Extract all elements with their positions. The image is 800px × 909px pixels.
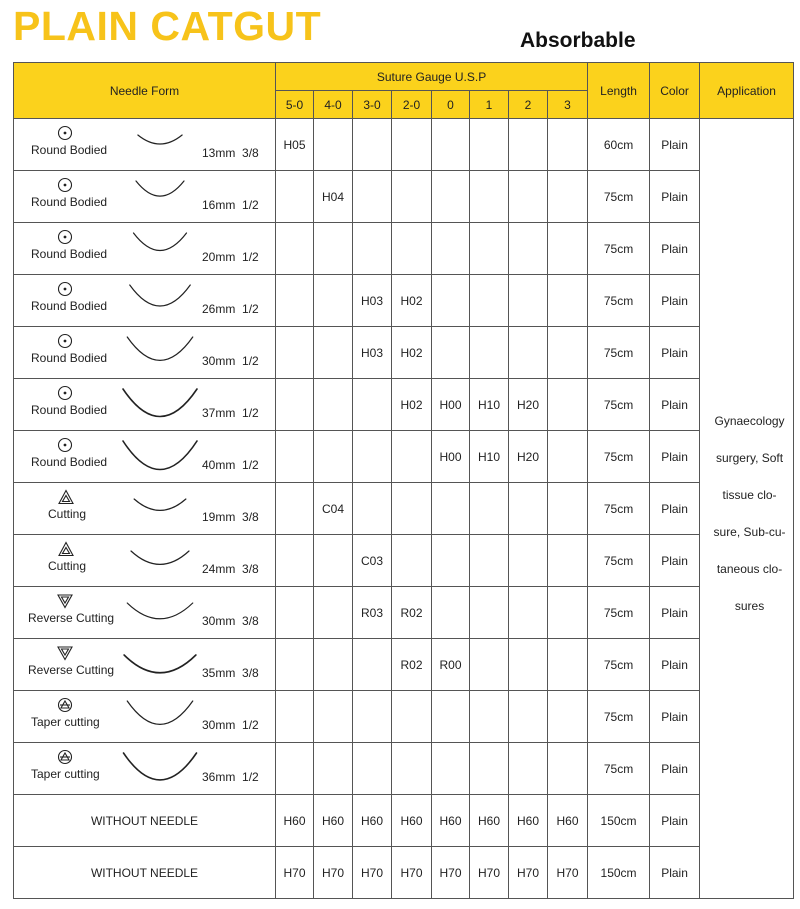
application-text [700,393,793,625]
gauge-code-cell [314,119,353,171]
gauge-code-cell [314,587,353,639]
table-row [14,743,794,795]
needle-form-cell [14,171,276,223]
needle-form-cell [14,587,276,639]
gauge-code-cell [548,639,588,691]
needle-curve-icon [122,595,198,629]
gauge-code-cell [353,119,392,171]
gauge-code-cell [276,327,314,379]
gauge-code-cell: H70 [392,847,432,899]
color-cell: Plain [650,431,700,483]
needle-curve-icon [122,647,198,681]
gauge-code-cell [548,327,588,379]
needle-type-label: Reverse Cutting [28,663,115,677]
table-row [14,639,794,691]
taper-cutting-icon [57,749,73,765]
round-bodied-icon [57,229,73,245]
gauge-code-cell [276,691,314,743]
needle-size: 36mm [202,770,236,784]
gauge-code-cell [470,483,509,535]
gauge-code-cell [353,379,392,431]
table-row [14,275,794,327]
gauge-code-cell [470,119,509,171]
needle-curvature: 1/2 [242,302,259,316]
gauge-code-cell: H02 [392,327,432,379]
table-row [14,691,794,743]
color-cell: Plain [650,275,700,327]
needle-curvature: 1/2 [242,718,259,732]
needle-size: 30mm [202,614,236,628]
gauge-code-cell [432,223,470,275]
gauge-code-cell [548,483,588,535]
table-row [14,223,794,275]
gauge-code-cell [314,535,353,587]
gauge-code-cell [509,119,548,171]
gauge-code-cell [470,171,509,223]
gauge-code-cell: H00 [432,379,470,431]
gauge-code-cell [392,743,432,795]
gauge-code-cell: R02 [392,587,432,639]
gauge-code-cell [548,535,588,587]
needle-curvature: 3/8 [242,666,259,680]
needle-curve-icon [122,335,198,369]
needle-curvature: 1/2 [242,770,259,784]
needle-curve-icon [122,387,198,421]
color-cell: Plain [650,795,700,847]
needle-curvature: 1/2 [242,250,259,264]
needle-size: 24mm [202,562,236,576]
header-gauge-4: 0 [432,91,470,119]
needle-form-cell [14,743,276,795]
table-row [14,379,794,431]
needle-size: 30mm [202,354,236,368]
needle-size: 35mm [202,666,236,680]
gauge-code-cell: H70 [470,847,509,899]
gauge-code-cell [432,535,470,587]
gauge-code-cell [432,275,470,327]
needle-curve-icon [122,231,198,265]
application-line: sures [734,598,765,613]
gauge-code-cell [548,275,588,327]
gauge-code-cell: C03 [353,535,392,587]
needle-spec [202,770,259,784]
gauge-code-cell [432,587,470,639]
gauge-code-cell: H70 [432,847,470,899]
needle-form-cell [14,119,276,171]
gauge-code-cell [470,275,509,327]
length-cell: 75cm [588,171,650,223]
needle-spec [202,510,259,524]
gauge-code-cell [392,431,432,483]
color-cell: Plain [650,639,700,691]
gauge-code-cell: H03 [353,327,392,379]
cutting-icon [58,489,74,505]
page-subtitle: Absorbable [520,29,636,52]
length-cell: 75cm [588,743,650,795]
without-needle-label: WITHOUT NEEDLE [14,847,276,899]
gauge-code-cell [276,275,314,327]
application-line: surgery, Soft [715,450,784,465]
header-gauge-0: 5-0 [276,91,314,119]
needle-curve-icon [122,543,198,577]
needle-curvature: 3/8 [242,146,259,160]
needle-spec [202,614,259,628]
gauge-code-cell [432,119,470,171]
table-row [14,327,794,379]
round-bodied-icon [57,437,73,453]
round-bodied-icon [57,385,73,401]
needle-type-label: Cutting [48,559,87,573]
gauge-code-cell [353,639,392,691]
color-cell: Plain [650,535,700,587]
needle-type-label: Cutting [48,507,87,521]
gauge-code-cell [548,743,588,795]
color-cell: Plain [650,483,700,535]
needle-form-cell [14,483,276,535]
gauge-code-cell [314,379,353,431]
color-cell: Plain [650,171,700,223]
gauge-code-cell [276,379,314,431]
gauge-code-cell: H60 [548,795,588,847]
gauge-code-cell [509,691,548,743]
needle-form-cell [14,535,276,587]
gauge-code-cell: H70 [314,847,353,899]
gauge-code-cell [470,223,509,275]
header-gauge-3: 2-0 [392,91,432,119]
gauge-code-cell: H10 [470,379,509,431]
gauge-code-cell [432,327,470,379]
gauge-code-cell [392,171,432,223]
gauge-code-cell [276,587,314,639]
length-cell: 150cm [588,847,650,899]
needle-spec [202,562,259,576]
page-title: PLAIN CATGUT [13,3,322,49]
needle-type-label: Taper cutting [31,715,100,729]
header-length: Length [588,63,650,119]
needle-curve-icon [122,751,198,785]
needle-type-label: Round Bodied [31,455,108,469]
gauge-code-cell: H70 [509,847,548,899]
needle-size: 19mm [202,510,236,524]
gauge-code-cell: H70 [353,847,392,899]
gauge-code-cell: H02 [392,379,432,431]
gauge-code-cell [509,587,548,639]
needle-curvature: 3/8 [242,614,259,628]
gauge-code-cell [432,483,470,535]
table-row [14,847,794,899]
needle-size: 40mm [202,458,236,472]
suture-spec-table [13,62,794,899]
needle-spec [202,406,259,420]
needle-type-label: Round Bodied [31,351,108,365]
needle-size: 37mm [202,406,236,420]
without-needle-label: WITHOUT NEEDLE [14,795,276,847]
gauge-code-cell [470,691,509,743]
gauge-code-cell [548,223,588,275]
needle-spec [202,666,259,680]
reverse-cutting-icon [57,593,73,609]
length-cell: 75cm [588,483,650,535]
gauge-code-cell: C04 [314,483,353,535]
gauge-code-cell [353,171,392,223]
gauge-code-cell [314,327,353,379]
needle-curvature: 3/8 [242,562,259,576]
needle-type-label: Round Bodied [31,143,108,157]
gauge-code-cell: H20 [509,379,548,431]
needle-curvature: 1/2 [242,198,259,212]
gauge-code-cell: H60 [314,795,353,847]
application-line: tissue clo- [722,487,777,502]
color-cell: Plain [650,847,700,899]
needle-size: 26mm [202,302,236,316]
application-line: Gynaecology [714,413,785,428]
header-suture-gauge: Suture Gauge U.S.P [276,63,588,91]
needle-form-cell [14,327,276,379]
application-line: taneous clo- [716,561,783,576]
needle-spec [202,718,259,732]
gauge-code-cell [353,223,392,275]
gauge-code-cell [509,743,548,795]
gauge-code-cell [353,431,392,483]
needle-curve-icon [122,179,198,213]
gauge-code-cell: H60 [353,795,392,847]
table-row [14,795,794,847]
header-gauge-7: 3 [548,91,588,119]
gauge-code-cell [314,223,353,275]
needle-curve-icon [122,491,198,525]
gauge-code-cell [470,535,509,587]
gauge-code-cell: H04 [314,171,353,223]
needle-curvature: 1/2 [242,458,259,472]
needle-type-label: Round Bodied [31,195,108,209]
needle-spec [202,354,259,368]
needle-form-cell [14,379,276,431]
needle-form-cell [14,223,276,275]
needle-curve-icon [122,699,198,733]
table-row [14,119,794,171]
header-color: Color [650,63,700,119]
gauge-code-cell [276,535,314,587]
needle-type-label: Round Bodied [31,299,108,313]
gauge-code-cell [276,171,314,223]
needle-spec [202,250,259,264]
gauge-code-cell [548,431,588,483]
needle-spec [202,146,259,160]
length-cell: 75cm [588,535,650,587]
gauge-code-cell [392,691,432,743]
needle-size: 30mm [202,718,236,732]
gauge-code-cell [353,691,392,743]
length-cell: 75cm [588,327,650,379]
needle-curve-icon [122,127,198,161]
gauge-code-cell [509,639,548,691]
gauge-code-cell [392,119,432,171]
color-cell: Plain [650,223,700,275]
needle-size: 20mm [202,250,236,264]
gauge-code-cell [432,171,470,223]
gauge-code-cell [509,275,548,327]
needle-form-cell [14,639,276,691]
table-row [14,171,794,223]
needle-curvature: 3/8 [242,510,259,524]
length-cell: 75cm [588,223,650,275]
cutting-icon [58,541,74,557]
gauge-code-cell [276,743,314,795]
needle-curve-icon [122,439,198,473]
gauge-code-cell: H70 [276,847,314,899]
gauge-code-cell [432,691,470,743]
length-cell: 150cm [588,795,650,847]
gauge-code-cell: H03 [353,275,392,327]
gauge-code-cell [392,483,432,535]
gauge-code-cell: H70 [548,847,588,899]
gauge-code-cell [548,691,588,743]
needle-spec [202,458,259,472]
needle-curvature: 1/2 [242,354,259,368]
gauge-code-cell [548,171,588,223]
gauge-code-cell [548,119,588,171]
round-bodied-icon [57,281,73,297]
length-cell: 75cm [588,691,650,743]
gauge-code-cell [509,223,548,275]
needle-form-cell [14,691,276,743]
gauge-code-cell [276,223,314,275]
needle-type-label: Round Bodied [31,247,108,261]
gauge-code-cell [276,431,314,483]
gauge-code-cell: H00 [432,431,470,483]
gauge-code-cell [432,743,470,795]
gauge-code-cell [548,379,588,431]
needle-spec [202,302,259,316]
header-gauge-1: 4-0 [314,91,353,119]
needle-type-label: Taper cutting [31,767,100,781]
needle-curve-icon [122,283,198,317]
gauge-code-cell: H60 [392,795,432,847]
taper-cutting-icon [57,697,73,713]
length-cell: 75cm [588,379,650,431]
gauge-code-cell [314,639,353,691]
length-cell: 75cm [588,587,650,639]
round-bodied-icon [57,333,73,349]
gauge-code-cell [509,327,548,379]
needle-form-cell [14,275,276,327]
gauge-code-cell [509,171,548,223]
length-cell: 75cm [588,275,650,327]
gauge-code-cell: H60 [470,795,509,847]
color-cell: Plain [650,327,700,379]
gauge-code-cell [314,691,353,743]
needle-curvature: 1/2 [242,406,259,420]
color-cell: Plain [650,743,700,795]
gauge-code-cell [276,483,314,535]
gauge-code-cell: H05 [276,119,314,171]
needle-spec [202,198,259,212]
gauge-code-cell: H60 [432,795,470,847]
header-application: Application [700,63,794,119]
length-cell: 75cm [588,639,650,691]
gauge-code-cell [470,639,509,691]
color-cell: Plain [650,587,700,639]
round-bodied-icon [57,125,73,141]
application-cell [700,119,794,899]
table-row [14,587,794,639]
gauge-code-cell [314,275,353,327]
gauge-code-cell [509,483,548,535]
gauge-code-cell [470,587,509,639]
needle-type-label: Reverse Cutting [28,611,115,625]
header-gauge-6: 2 [509,91,548,119]
gauge-code-cell [470,327,509,379]
color-cell: Plain [650,691,700,743]
length-cell: 60cm [588,119,650,171]
gauge-code-cell: H60 [509,795,548,847]
needle-size: 16mm [202,198,236,212]
gauge-code-cell [353,743,392,795]
color-cell: Plain [650,119,700,171]
gauge-code-cell: H60 [276,795,314,847]
application-line: sure, Sub-cu- [713,524,786,539]
gauge-code-cell: R03 [353,587,392,639]
gauge-code-cell [470,743,509,795]
gauge-code-cell: H10 [470,431,509,483]
gauge-code-cell [353,483,392,535]
table-row [14,431,794,483]
gauge-code-cell [509,535,548,587]
reverse-cutting-icon [57,645,73,661]
header-needle-form: Needle Form [14,63,276,119]
color-cell: Plain [650,379,700,431]
gauge-code-cell: R02 [392,639,432,691]
gauge-code-cell: R00 [432,639,470,691]
gauge-code-cell [276,639,314,691]
header-gauge-2: 3-0 [353,91,392,119]
gauge-code-cell [314,743,353,795]
header-gauge-5: 1 [470,91,509,119]
length-cell: 75cm [588,431,650,483]
round-bodied-icon [57,177,73,193]
gauge-code-cell [314,431,353,483]
needle-size: 13mm [202,146,236,160]
table-row [14,483,794,535]
gauge-code-cell: H20 [509,431,548,483]
gauge-code-cell: H02 [392,275,432,327]
gauge-code-cell [392,535,432,587]
gauge-code-cell [548,587,588,639]
needle-form-cell [14,431,276,483]
needle-type-label: Round Bodied [31,403,108,417]
gauge-code-cell [392,223,432,275]
table-row [14,535,794,587]
